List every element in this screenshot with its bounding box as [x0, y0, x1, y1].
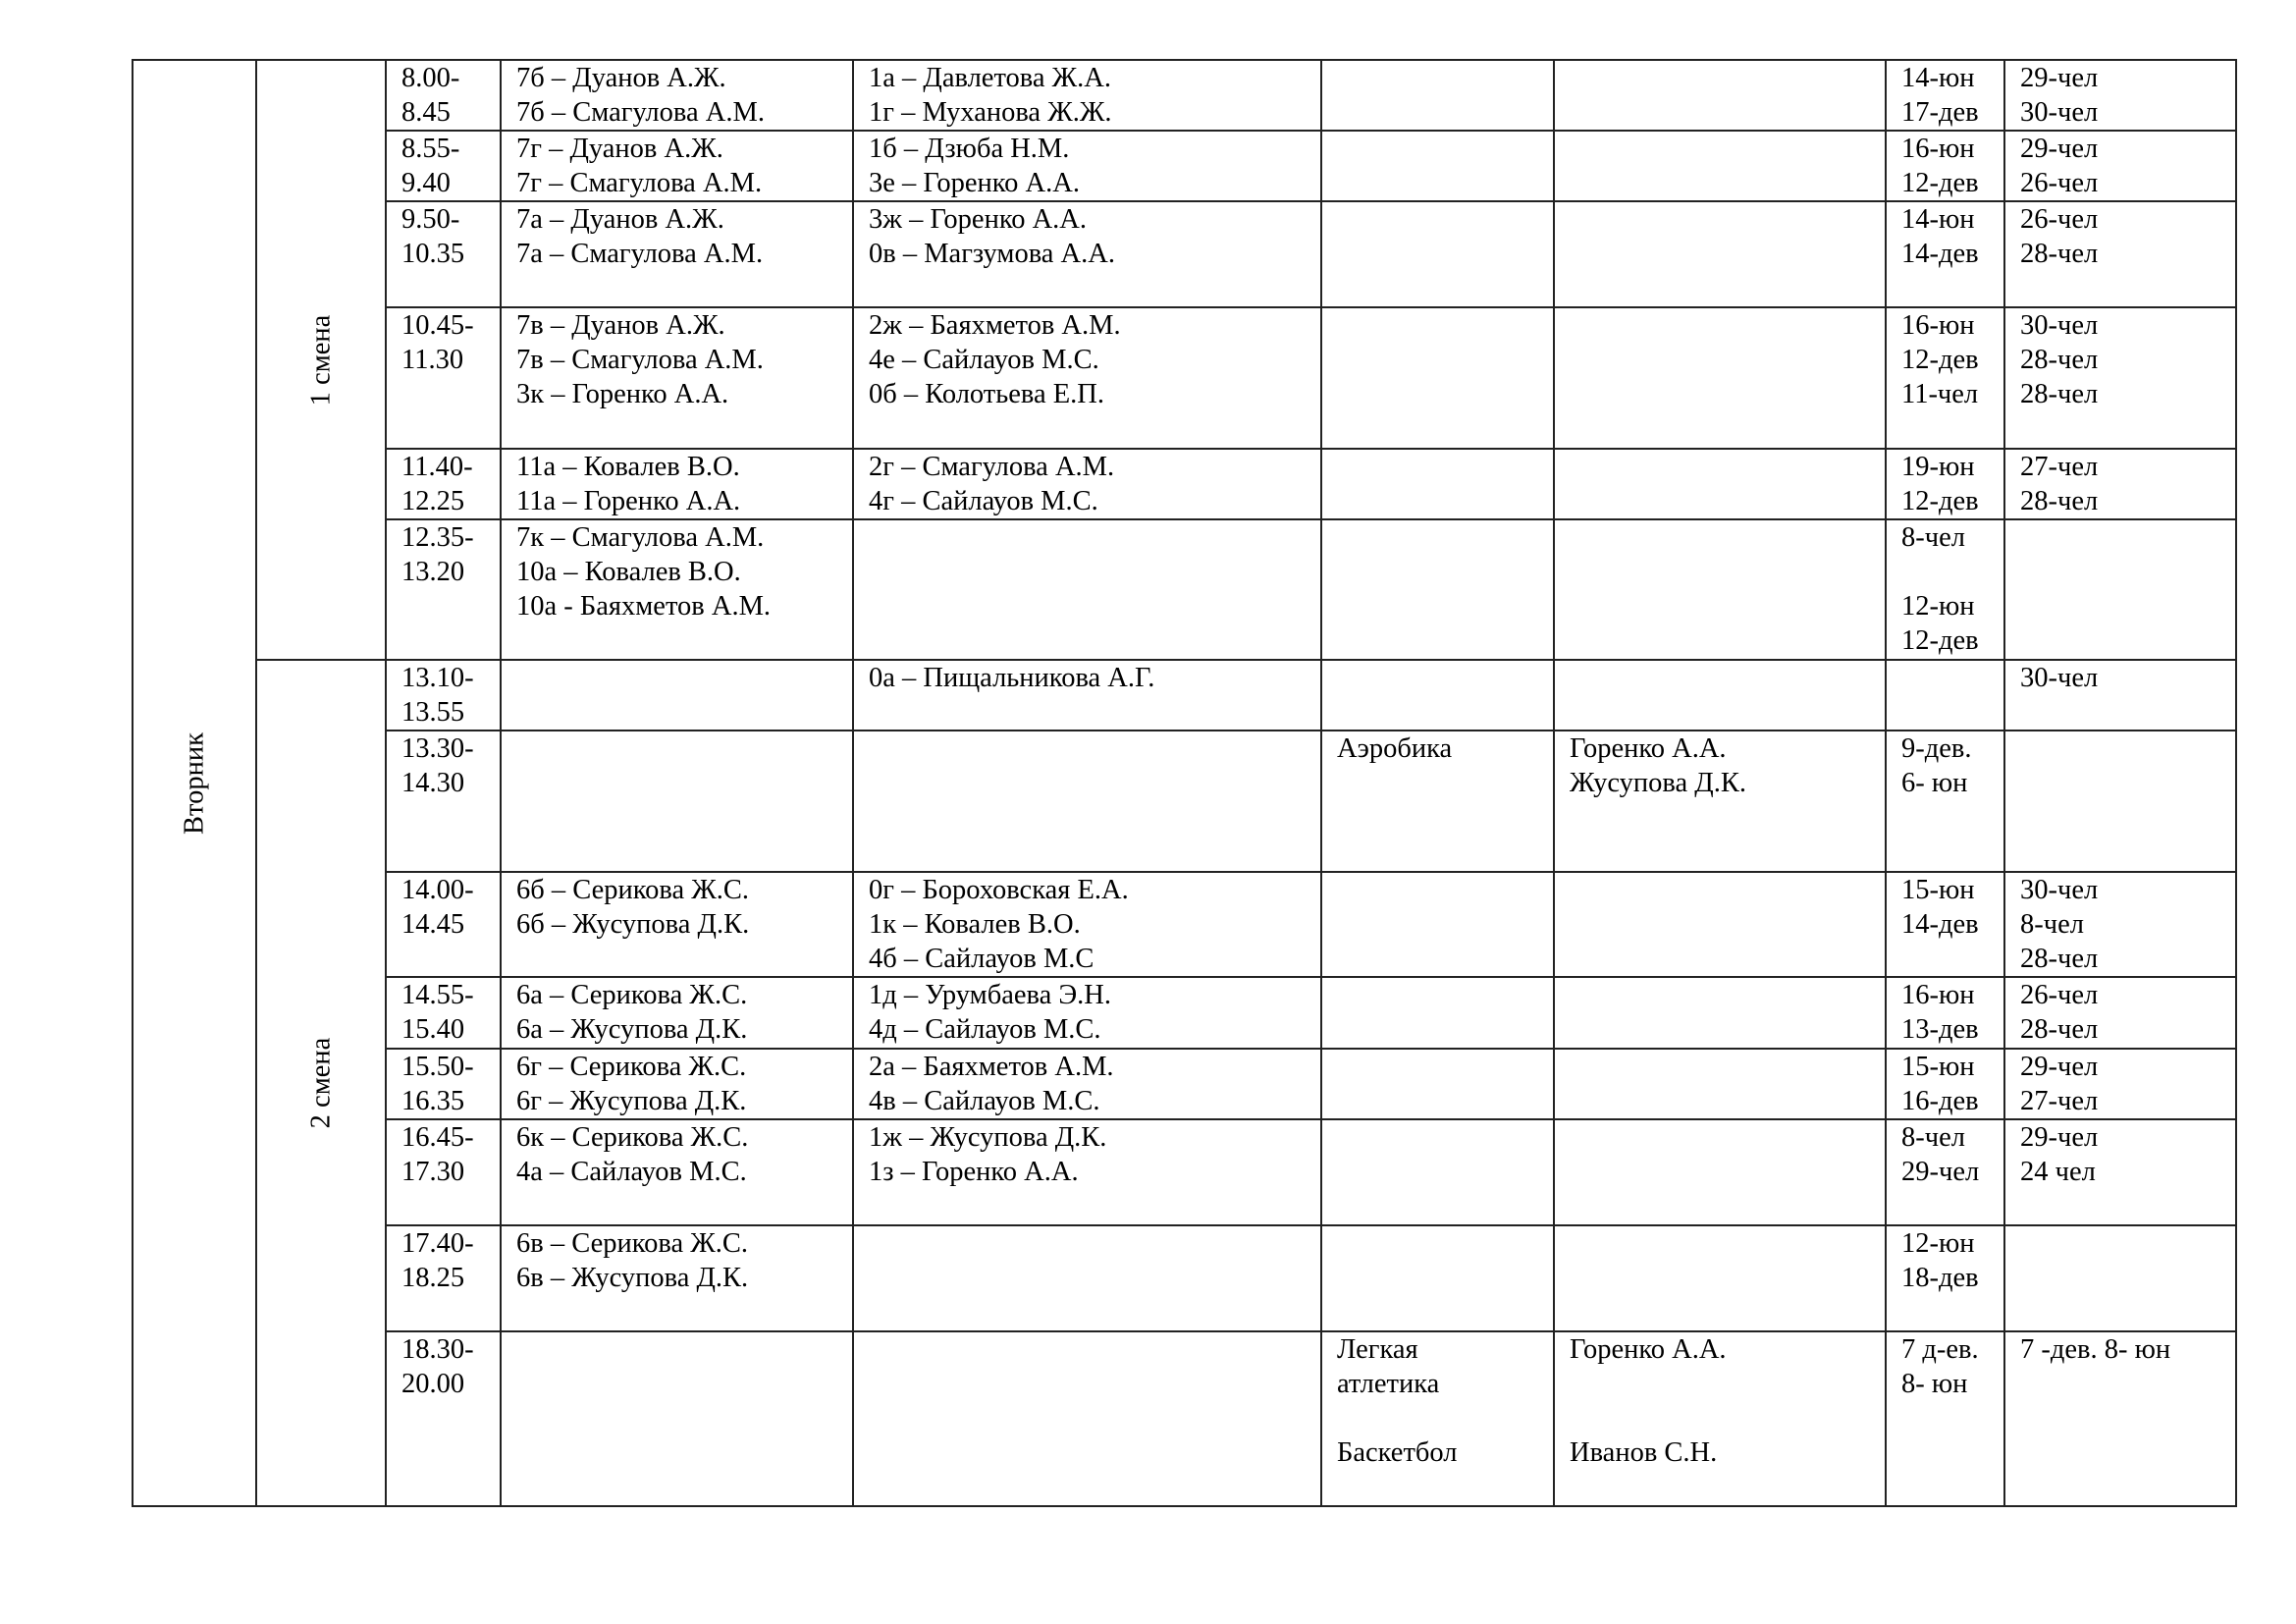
total: 28-чел	[2020, 1014, 2099, 1045]
class-teacher-cell-2	[853, 977, 1321, 1049]
class-teacher-cell	[501, 977, 853, 1049]
total-cell	[2004, 131, 2236, 201]
section-name: Легкая	[1337, 1334, 1418, 1365]
class-teacher-cell-2	[853, 660, 1321, 731]
section-cell	[1321, 872, 1554, 977]
total-cell	[2004, 1225, 2236, 1331]
count: 16-дев	[1901, 1086, 1979, 1116]
class-teacher-cell	[501, 60, 853, 131]
entry: 4в – Сайлауов М.С.	[869, 1086, 1100, 1116]
section-cell	[1321, 660, 1554, 731]
class-teacher-cell-2	[853, 1225, 1321, 1331]
entry: 11а – Горенко А.А.	[516, 486, 741, 516]
total: 26-чел	[2020, 168, 2099, 198]
total: 30-чел	[2020, 310, 2099, 341]
count-cell	[1886, 60, 2004, 131]
time-cell	[386, 1119, 501, 1225]
count-cell	[1886, 201, 2004, 307]
time-start: 15.50-	[401, 1052, 474, 1082]
coach-cell	[1554, 1225, 1886, 1331]
count: 14-юн	[1901, 63, 1975, 93]
entry: 3к – Горенко А.А.	[516, 379, 729, 409]
time-start: 8.00-	[401, 63, 460, 93]
count	[1901, 555, 2003, 589]
coach-name: Жусупова Д.К.	[1570, 768, 1746, 798]
count-cell	[1886, 307, 2004, 449]
section-cell	[1321, 201, 1554, 307]
count: 8-чел	[1901, 522, 1965, 553]
entry: 7а – Дуанов А.Ж.	[516, 204, 724, 235]
total: 28-чел	[2020, 379, 2099, 409]
coach-name: Горенко А.А.	[1570, 733, 1727, 764]
time-cell	[386, 731, 501, 872]
count: 6- юн	[1901, 768, 1968, 798]
class-teacher-cell-2	[853, 1049, 1321, 1119]
total-cell	[2004, 1331, 2236, 1506]
total-cell	[2004, 731, 2236, 872]
time-end: 10.35	[401, 239, 465, 269]
entry: 7г – Дуанов А.Ж.	[516, 134, 723, 164]
total: 29-чел	[2020, 1052, 2099, 1082]
time-start: 12.35-	[401, 522, 474, 553]
entry: 7к – Смагулова А.М.	[516, 522, 765, 553]
time-start: 16.45-	[401, 1122, 474, 1153]
time-cell	[386, 977, 501, 1049]
total: 29-чел	[2020, 63, 2099, 93]
total: 24 чел	[2020, 1157, 2096, 1187]
entry: 4д – Сайлауов М.С.	[869, 1014, 1101, 1045]
day-cell	[133, 60, 256, 1506]
entry: 0г – Бороховская Е.А.	[869, 875, 1129, 905]
count-cell	[1886, 1225, 2004, 1331]
count: 14-дев	[1901, 239, 1979, 269]
total: 29-чел	[2020, 1122, 2099, 1153]
total: 28-чел	[2020, 944, 2099, 974]
time-cell	[386, 1049, 501, 1119]
class-teacher-cell	[501, 1049, 853, 1119]
total: 30-чел	[2020, 663, 2099, 693]
class-teacher-cell	[501, 660, 853, 731]
entry: 7в – Смагулова А.М.	[516, 345, 764, 375]
coach-cell	[1554, 449, 1886, 519]
class-teacher-cell-2	[853, 307, 1321, 449]
entry: 1б – Дзюба Н.М.	[869, 134, 1070, 164]
count: 9-дев.	[1901, 733, 1972, 764]
total: 28-чел	[2020, 239, 2099, 269]
total: 30-чел	[2020, 97, 2099, 128]
section-cell	[1321, 1225, 1554, 1331]
time-cell	[386, 660, 501, 731]
section-name: Аэробика	[1337, 733, 1453, 764]
class-teacher-cell	[501, 731, 853, 872]
count: 12-юн	[1901, 591, 1975, 622]
time-start: 18.30-	[401, 1334, 474, 1365]
count-cell	[1886, 519, 2004, 660]
coach-cell	[1554, 131, 1886, 201]
time-end: 18.25	[401, 1263, 465, 1293]
entry: 6в – Серикова Ж.С.	[516, 1228, 749, 1259]
entry: 6г – Серикова Ж.С.	[516, 1052, 747, 1082]
time-cell	[386, 201, 501, 307]
count: 16-юн	[1901, 134, 1975, 164]
time-start: 14.00-	[401, 875, 474, 905]
entry: 0в – Магзумова А.А.	[869, 239, 1115, 269]
day-label: Вторник	[179, 731, 210, 835]
entry: 6к – Серикова Ж.С.	[516, 1122, 749, 1153]
time-cell	[386, 872, 501, 977]
time-cell	[386, 1331, 501, 1506]
count: 12-дев	[1901, 625, 1979, 656]
section-cell	[1321, 1119, 1554, 1225]
time-end: 17.30	[401, 1157, 465, 1187]
class-teacher-cell	[501, 1119, 853, 1225]
total-cell	[2004, 307, 2236, 449]
total-cell	[2004, 1049, 2236, 1119]
entry: 1г – Муханова Ж.Ж.	[869, 97, 1112, 128]
class-teacher-cell-2	[853, 131, 1321, 201]
class-teacher-cell-2	[853, 519, 1321, 660]
count-cell	[1886, 131, 2004, 201]
time-end: 14.30	[401, 768, 465, 798]
entry: 1д – Урумбаева Э.Н.	[869, 980, 1112, 1010]
count: 12-юн	[1901, 1228, 1975, 1259]
count: 12-дев	[1901, 486, 1979, 516]
time-start: 14.55-	[401, 980, 474, 1010]
total: 30-чел	[2020, 875, 2099, 905]
entry: 7б – Смагулова А.М.	[516, 97, 765, 128]
total: 28-чел	[2020, 345, 2099, 375]
section-cell	[1321, 731, 1554, 872]
time-end: 14.45	[401, 909, 465, 940]
count: 16-юн	[1901, 980, 1975, 1010]
total-cell	[2004, 977, 2236, 1049]
section-cell	[1321, 60, 1554, 131]
count: 8- юн	[1901, 1369, 1968, 1399]
total-cell	[2004, 660, 2236, 731]
coach-cell	[1554, 872, 1886, 977]
count: 16-юн	[1901, 310, 1975, 341]
total: 26-чел	[2020, 980, 2099, 1010]
count: 7 д-ев.	[1901, 1334, 1979, 1365]
total: 27-чел	[2020, 452, 2099, 482]
coach-cell	[1554, 977, 1886, 1049]
coach-cell	[1554, 1331, 1886, 1506]
count: 15-юн	[1901, 1052, 1975, 1082]
count-cell	[1886, 1331, 2004, 1506]
time-end: 20.00	[401, 1369, 465, 1399]
class-teacher-cell-2	[853, 449, 1321, 519]
class-teacher-cell	[501, 201, 853, 307]
entry: 10а – Ковалев В.О.	[516, 557, 741, 587]
time-end: 9.40	[401, 168, 451, 198]
count-cell	[1886, 977, 2004, 1049]
count: 18-дев	[1901, 1263, 1979, 1293]
count-cell	[1886, 449, 2004, 519]
entry: 6а – Серикова Ж.С.	[516, 980, 748, 1010]
count: 19-юн	[1901, 452, 1975, 482]
total-cell	[2004, 60, 2236, 131]
time-start: 11.40-	[401, 452, 473, 482]
class-teacher-cell-2	[853, 1331, 1321, 1506]
class-teacher-cell	[501, 872, 853, 977]
entry: 2ж – Баяхметов А.М.	[869, 310, 1121, 341]
time-start: 9.50-	[401, 204, 460, 235]
time-cell	[386, 60, 501, 131]
time-end: 13.55	[401, 697, 465, 728]
shift-cell-second	[256, 660, 386, 1506]
section-cell	[1321, 977, 1554, 1049]
section-cell	[1321, 519, 1554, 660]
shift-label-first: 1 смена	[305, 314, 337, 406]
time-start: 8.55-	[401, 134, 460, 164]
time-cell	[386, 307, 501, 449]
total-cell	[2004, 1119, 2236, 1225]
entry: 1к – Ковалев В.О.	[869, 909, 1081, 940]
time-end: 16.35	[401, 1086, 465, 1116]
class-teacher-cell	[501, 1331, 853, 1506]
class-teacher-cell	[501, 519, 853, 660]
count-cell	[1886, 731, 2004, 872]
time-start: 17.40-	[401, 1228, 474, 1259]
time-end: 15.40	[401, 1014, 465, 1045]
section-cell	[1321, 131, 1554, 201]
coach-cell	[1554, 1119, 1886, 1225]
total: 28-чел	[2020, 486, 2099, 516]
shift-cell-first	[256, 60, 386, 660]
total: 8-чел	[2020, 909, 2084, 940]
total-cell	[2004, 201, 2236, 307]
section-cell	[1321, 449, 1554, 519]
class-teacher-cell	[501, 1225, 853, 1331]
entry: 7в – Дуанов А.Ж.	[516, 310, 725, 341]
count: 29-чел	[1901, 1157, 1980, 1187]
total: 29-чел	[2020, 134, 2099, 164]
time-end: 11.30	[401, 345, 464, 375]
time-end: 13.20	[401, 557, 465, 587]
entry: 6в – Жусупова Д.К.	[516, 1263, 749, 1293]
coach-name: Иванов С.Н.	[1570, 1437, 1718, 1468]
entry: 7б – Дуанов А.Ж.	[516, 63, 726, 93]
entry: 3ж – Горенко А.А.	[869, 204, 1088, 235]
count: 14-дев	[1901, 909, 1979, 940]
count: 14-юн	[1901, 204, 1975, 235]
entry: 6б – Жусупова Д.К.	[516, 909, 750, 940]
count: 12-дев	[1901, 345, 1979, 375]
class-teacher-cell	[501, 307, 853, 449]
section-cell	[1321, 307, 1554, 449]
count-cell	[1886, 1049, 2004, 1119]
shift-label-second: 2 смена	[305, 1037, 337, 1129]
coach-cell	[1554, 307, 1886, 449]
entry: 1з – Горенко А.А.	[869, 1157, 1079, 1187]
count: 13-дев	[1901, 1014, 1979, 1045]
section-cell	[1321, 1049, 1554, 1119]
section-name: Баскетбол	[1337, 1437, 1458, 1468]
entry: 4б – Сайлауов М.С	[869, 944, 1095, 974]
section-cell	[1321, 1331, 1554, 1506]
class-teacher-cell	[501, 131, 853, 201]
count-cell	[1886, 660, 2004, 731]
coach-cell	[1554, 519, 1886, 660]
coach-cell	[1554, 1049, 1886, 1119]
entry: 4е – Сайлауов М.С.	[869, 345, 1099, 375]
entry: 0б – Колотьева Е.П.	[869, 379, 1105, 409]
total-cell	[2004, 519, 2236, 660]
entry: 1ж – Жусупова Д.К.	[869, 1122, 1107, 1153]
class-teacher-cell-2	[853, 872, 1321, 977]
time-cell	[386, 131, 501, 201]
time-end: 8.45	[401, 97, 451, 128]
class-teacher-cell	[501, 449, 853, 519]
coach-name	[1570, 1401, 1885, 1435]
total: 26-чел	[2020, 204, 2099, 235]
section-name	[1337, 1401, 1553, 1435]
entry: 2а – Баяхметов А.М.	[869, 1052, 1114, 1082]
total-cell	[2004, 872, 2236, 977]
class-teacher-cell-2	[853, 201, 1321, 307]
count: 8-чел	[1901, 1122, 1965, 1153]
section-name: атлетика	[1337, 1369, 1440, 1399]
coach-cell	[1554, 60, 1886, 131]
count: 17-дев	[1901, 97, 1979, 128]
entry: 11а – Ковалев В.О.	[516, 452, 740, 482]
count: 15-юн	[1901, 875, 1975, 905]
time-cell	[386, 449, 501, 519]
count-cell	[1886, 872, 2004, 977]
entry: 10а - Баяхметов А.М.	[516, 591, 772, 622]
entry: 4а – Сайлауов М.С.	[516, 1157, 747, 1187]
class-teacher-cell-2	[853, 731, 1321, 872]
entry: 6г – Жусупова Д.К.	[516, 1086, 747, 1116]
count: 11-чел	[1901, 379, 1979, 409]
total: 27-чел	[2020, 1086, 2099, 1116]
time-cell	[386, 519, 501, 660]
time-end: 12.25	[401, 486, 465, 516]
entry: 7г – Смагулова А.М.	[516, 168, 763, 198]
time-start: 10.45-	[401, 310, 474, 341]
coach-cell	[1554, 731, 1886, 872]
time-cell	[386, 1225, 501, 1331]
coach-cell	[1554, 201, 1886, 307]
entry: 4г – Сайлауов М.С.	[869, 486, 1098, 516]
time-start: 13.30-	[401, 733, 474, 764]
count: 12-дев	[1901, 168, 1979, 198]
entry: 1а – Давлетова Ж.А.	[869, 63, 1111, 93]
entry: 2г – Смагулова А.М.	[869, 452, 1115, 482]
schedule-table	[132, 59, 2237, 1507]
class-teacher-cell-2	[853, 60, 1321, 131]
entry: 0а – Пищальникова А.Г.	[869, 663, 1155, 693]
time-start: 13.10-	[401, 663, 474, 693]
count-cell	[1886, 1119, 2004, 1225]
coach-name: Горенко А.А.	[1570, 1334, 1727, 1365]
entry: 7а – Смагулова А.М.	[516, 239, 764, 269]
total: 7 -дев. 8- юн	[2020, 1334, 2171, 1365]
entry: 6б – Серикова Ж.С.	[516, 875, 750, 905]
entry: 6а – Жусупова Д.К.	[516, 1014, 748, 1045]
class-teacher-cell-2	[853, 1119, 1321, 1225]
entry: 3е – Горенко А.А.	[869, 168, 1080, 198]
coach-cell	[1554, 660, 1886, 731]
total-cell	[2004, 449, 2236, 519]
coach-name	[1570, 1367, 1885, 1401]
